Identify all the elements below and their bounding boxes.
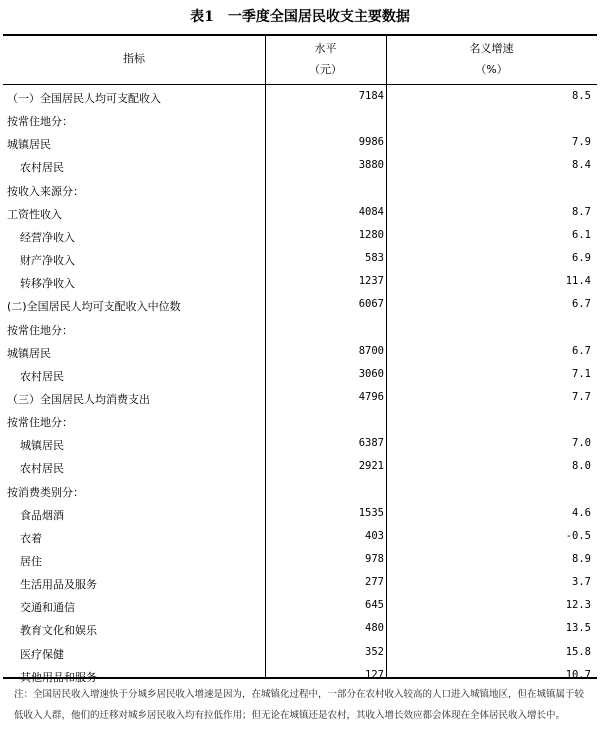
row-label: 城镇居民 (7, 346, 51, 360)
row-growth-value: 6.9 (572, 252, 591, 265)
table-row (3, 247, 597, 270)
row-level-value: 8700 (358, 344, 384, 357)
footnote: 注：全国居民收入增速快于分城乡居民收入增速是因为，在城镇化过程中，一部分在农村收入较高的人口进入城镇地区，但在城镇属于较低收入人群，他们的迁移对城乡居民收入均有拉低作用；但无论在城镇还是农村，其收入增长效应都会体现在全体居民收入增长中。 (14, 689, 585, 721)
row-growth-value: 7.9 (572, 136, 591, 149)
table-row (3, 502, 597, 525)
table-row (3, 270, 597, 293)
row-growth-value: 7.7 (572, 390, 591, 403)
row-level-value: 1237 (358, 275, 384, 288)
row-growth-value: 3.7 (572, 576, 591, 589)
table-row (3, 224, 597, 247)
table-row (3, 571, 597, 594)
row-growth-value: 8.9 (572, 553, 591, 565)
row-level-value: 352 (365, 645, 384, 658)
row-label: 按常住地分： (7, 115, 73, 129)
row-growth-value: 6.7 (572, 344, 591, 357)
row-level-value: 403 (365, 529, 384, 542)
row-label: 医疗保健 (20, 647, 64, 661)
row-growth-value: 8.4 (572, 159, 591, 172)
table-row (3, 201, 597, 224)
row-level-value: 2921 (358, 460, 384, 473)
row-label: 按消费类别分： (7, 485, 84, 499)
header-level-unit: （元） (309, 63, 342, 76)
header-growth-unit: （%） (475, 63, 508, 76)
row-level-value: 480 (365, 622, 384, 635)
table-row (3, 617, 597, 640)
row-label: 教育文化和娱乐 (20, 624, 97, 638)
table-row (3, 455, 597, 478)
header-level: 水平 (314, 42, 337, 55)
row-growth-value: 11.4 (565, 275, 591, 288)
row-label: 按收入来源分： (7, 184, 84, 198)
row-growth-value: 6.1 (572, 228, 591, 241)
row-label: 农村居民 (20, 161, 64, 175)
row-growth-value: 13.5 (565, 622, 591, 635)
row-label: 转移净收入 (20, 277, 75, 291)
table-row (3, 317, 597, 340)
table-row (3, 363, 597, 386)
row-label: （一）全国居民人均可支配收入 (7, 92, 161, 105)
row-label: 城镇居民 (20, 439, 64, 453)
row-label: 其他用品和服务 (20, 670, 97, 684)
row-label: 食品烟酒 (20, 508, 64, 522)
row-level-value: 4084 (358, 205, 384, 218)
table-row (3, 108, 597, 131)
row-label: 工资性收入 (7, 207, 62, 221)
row-level-value: 7184 (358, 90, 384, 102)
row-level-value: 127 (365, 668, 384, 681)
row-label: 农村居民 (20, 462, 64, 476)
header-growth: 名义增速 (469, 42, 514, 55)
table-row (3, 525, 597, 548)
row-growth-value: 6.7 (572, 298, 591, 311)
row-level-value: 277 (365, 576, 384, 589)
row-level-value: 1535 (358, 506, 384, 519)
table-row (3, 594, 597, 617)
row-growth-value: 7.0 (572, 437, 591, 450)
table-row (3, 432, 597, 455)
row-level-value: 6067 (358, 298, 384, 311)
row-level-value: 3060 (358, 367, 384, 380)
table-title: 表1 一季度全国居民收支主要数据 (190, 9, 410, 25)
table-top-border (3, 34, 597, 36)
row-label: 交通和通信 (20, 601, 75, 615)
row-level-value: 645 (365, 599, 384, 612)
row-label: 居住 (20, 555, 42, 568)
table-row (3, 641, 597, 664)
row-label: （三）全国居民人均消费支出 (7, 392, 150, 406)
row-growth-value: -0.5 (565, 529, 591, 542)
table-row (3, 340, 597, 363)
row-label: (二)全国居民人均可支配收入中位数 (7, 300, 181, 314)
row-growth-value: 4.6 (572, 506, 591, 519)
row-label: 经营净收入 (20, 230, 75, 244)
row-growth-value: 8.7 (572, 205, 591, 218)
row-level-value: 583 (365, 252, 384, 265)
row-growth-value: 8.5 (572, 90, 591, 102)
row-level-value: 4796 (358, 390, 384, 403)
table-row (3, 548, 597, 571)
row-label: 衣着 (20, 531, 42, 545)
row-growth-value: 10.7 (565, 668, 591, 681)
table-row (3, 131, 597, 154)
header-indicator: 指标 (123, 52, 145, 65)
row-growth-value: 8.0 (572, 460, 591, 473)
row-level-value: 1280 (358, 228, 384, 241)
table-row (3, 178, 597, 201)
table-row (3, 293, 597, 316)
row-level-value: 9986 (358, 136, 384, 149)
row-growth-value: 7.1 (572, 367, 591, 380)
table-row (3, 154, 597, 177)
table-row (3, 85, 597, 108)
row-level-value: 978 (365, 553, 384, 565)
table-row (3, 409, 597, 432)
table-row (3, 479, 597, 502)
row-label: 按常住地分： (7, 416, 73, 430)
row-level-value: 6387 (358, 437, 384, 450)
table-row (3, 386, 597, 409)
row-growth-value: 12.3 (565, 599, 591, 612)
row-label: 按常住地分： (7, 323, 73, 337)
row-level-value: 3880 (358, 159, 384, 172)
row-label: 农村居民 (20, 369, 64, 383)
row-label: 城镇居民 (7, 138, 51, 152)
row-label: 财产净收入 (20, 254, 75, 268)
row-label: 生活用品及服务 (20, 578, 97, 592)
row-growth-value: 15.8 (565, 645, 591, 658)
table-bottom-border (3, 677, 597, 679)
